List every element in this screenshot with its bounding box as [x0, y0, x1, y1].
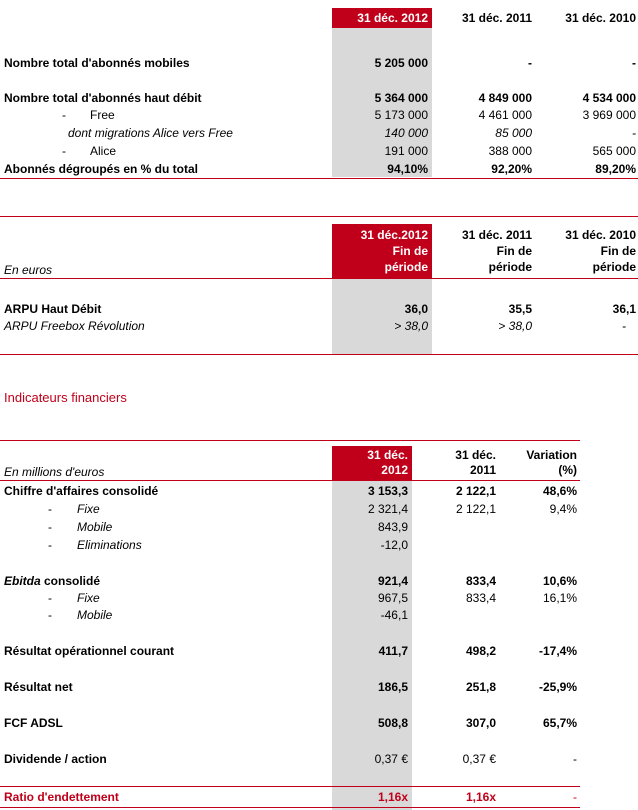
table3-top-rule: [0, 440, 580, 441]
t3-row-dash: -: [48, 520, 52, 534]
t3-cell: -17,4%: [538, 644, 577, 658]
section-title: Indicateurs financiers: [4, 390, 127, 405]
t3-cell: 0,37 €: [374, 752, 408, 766]
t1-cell: 5 364 000: [374, 91, 428, 105]
t3-cell: 508,8: [377, 716, 408, 730]
t2-h-sub2: période: [488, 260, 532, 274]
t3-h-line2: 2011: [469, 463, 496, 477]
table1-header-2012: 31 déc. 2012: [332, 8, 432, 28]
t3-cell: 3 153,3: [367, 484, 408, 498]
table2-header-2012: [332, 224, 432, 278]
t3-cell: 48,6%: [542, 484, 577, 498]
t2-h-sub1: Fin de: [392, 244, 428, 258]
t3-ebitda-italic: Ebitda: [4, 574, 41, 588]
t2-cell: 36,0: [404, 302, 428, 316]
t1-cell: 92,20%: [491, 162, 532, 176]
t3-cell: 186,5: [377, 680, 408, 694]
t3-cell: 65,7%: [542, 716, 577, 730]
t3-row-label: Eliminations: [77, 538, 142, 552]
t3-cell: 16,1%: [542, 591, 577, 605]
t1-cell: 5 205 000: [374, 56, 428, 70]
t3-ebitda-rest: consolidé: [40, 574, 101, 588]
t1-row-label: dont migrations Alice vers Free: [68, 126, 233, 140]
t1-row-label: Nombre total d'abonnés haut débit: [4, 91, 202, 105]
table3-ratio-top-rule: [0, 786, 580, 787]
t1-cell: -: [528, 56, 532, 70]
t1-cell: 94,10%: [387, 162, 428, 176]
t1-cell: 4 849 000: [478, 91, 532, 105]
t1-cell: 4 461 000: [478, 108, 532, 122]
t3-row-dash: -: [48, 502, 52, 516]
t1-row-label: Alice: [90, 144, 117, 158]
t3-cell: 251,8: [465, 680, 496, 694]
t2-h-sub1: Fin de: [496, 244, 532, 258]
table3-header-2012: [332, 446, 412, 480]
t3-cell: 921,4: [377, 574, 408, 588]
t3-row-label: Résultat net: [4, 680, 73, 694]
t3-cell: 1,16x: [465, 790, 496, 804]
t3-cell: -46,1: [380, 608, 408, 622]
t2-cell: 35,5: [508, 302, 532, 316]
t1-row-dash: -: [62, 108, 66, 122]
table3-unit-label: En millions d'euros: [4, 465, 105, 479]
table1-bottom-rule: [0, 178, 638, 179]
t3-cell: 10,6%: [542, 574, 577, 588]
table2-header-2011: [432, 227, 532, 275]
table2-highlight-column: [332, 278, 432, 354]
t3-h-line1: 31 déc.: [455, 448, 496, 462]
table1-header-2010: 31 déc. 2010: [565, 11, 636, 25]
t3-cell: -12,0: [380, 538, 408, 552]
table2-header-2010: [536, 227, 636, 275]
t2-cell: -: [622, 319, 626, 333]
t1-cell: 191 000: [384, 144, 428, 158]
table2-bottom-rule: [0, 354, 638, 355]
t3-cell: 498,2: [465, 644, 496, 658]
t3-cell: 9,4%: [549, 502, 577, 516]
t3-cell: 843,9: [377, 520, 408, 534]
t2-h-year: 31 déc.2012: [360, 228, 428, 242]
t3-row-label: Mobile: [77, 608, 113, 622]
t2-h-sub2: période: [384, 260, 428, 274]
t2-h-sub1: Fin de: [600, 244, 636, 258]
table3-header-2011: [412, 448, 496, 478]
t3-cell: -: [573, 790, 577, 804]
t3-row-label: FCF ADSL: [4, 716, 63, 730]
t3-cell: -: [573, 752, 577, 766]
t3-cell: 967,5: [377, 591, 408, 605]
t1-cell: 140 000: [384, 126, 428, 140]
t1-cell: 565 000: [592, 144, 636, 158]
t2-h-year: 31 déc. 2010: [565, 228, 636, 242]
t1-cell: 89,20%: [595, 162, 636, 176]
table2-header-rule: [0, 278, 638, 279]
table2-unit-label: En euros: [4, 263, 53, 277]
t3-row-label: Ratio d'endettement: [4, 790, 119, 804]
t1-cell: 4 534 000: [582, 91, 636, 105]
t1-cell: 85 000: [495, 126, 532, 140]
t1-cell: 5 173 000: [374, 108, 428, 122]
t1-cell: 3 969 000: [582, 108, 636, 122]
t3-h-line1: Variation: [526, 448, 577, 462]
t1-row-label: Free: [90, 108, 115, 122]
t3-row-dash: -: [48, 538, 52, 552]
t1-row-label: Abonnés dégroupés en % du total: [4, 162, 199, 176]
t3-cell: 0,37 €: [462, 752, 496, 766]
table1-header-2011: 31 déc. 2011: [461, 11, 532, 25]
t3-row-label: [4, 574, 100, 588]
t3-row-label: Mobile: [77, 520, 113, 534]
t3-row-label: Dividende / action: [4, 752, 107, 766]
t3-h-line1: 31 déc.: [367, 448, 408, 462]
t3-cell: -25,9%: [538, 680, 577, 694]
t3-row-dash: -: [48, 608, 52, 622]
t3-cell: 1,16x: [377, 790, 408, 804]
t3-row-label: Chiffre d'affaires consolidé: [4, 484, 159, 498]
table2-top-rule: [0, 216, 638, 217]
t1-row-label: Nombre total d'abonnés mobiles: [4, 56, 190, 70]
t2-h-sub2: période: [592, 260, 636, 274]
t3-row-label: Fixe: [77, 591, 100, 605]
t3-cell: 307,0: [465, 716, 496, 730]
t3-h-line2: (%): [558, 463, 577, 477]
t1-cell: -: [632, 126, 636, 140]
t1-cell: 388 000: [488, 144, 532, 158]
t3-cell: 2 321,4: [367, 502, 408, 516]
t3-cell: 833,4: [465, 574, 496, 588]
table3-header-rule: [0, 480, 580, 481]
t2-cell: 36,1: [612, 302, 636, 316]
t3-cell: 2 122,1: [455, 484, 496, 498]
t3-h-line2: 2012: [381, 463, 408, 477]
t2-row-label: ARPU Freebox Révolution: [4, 319, 145, 333]
t3-row-label: Résultat opérationnel courant: [4, 644, 175, 658]
t1-cell: -: [632, 56, 636, 70]
t2-cell: > 38,0: [498, 319, 532, 333]
t3-cell: 833,4: [465, 591, 496, 605]
t2-row-label: ARPU Haut Débit: [4, 302, 102, 316]
t2-h-year: 31 déc. 2011: [461, 228, 532, 242]
table3-header-variation: [496, 448, 577, 478]
t3-cell: 2 122,1: [455, 502, 496, 516]
t1-row-dash: -: [62, 144, 66, 158]
t3-cell: 411,7: [378, 644, 408, 658]
t3-row-label: Fixe: [77, 502, 100, 516]
t3-row-dash: -: [48, 591, 52, 605]
t2-cell: > 38,0: [394, 319, 428, 333]
table3-bottom-rule: [0, 807, 580, 808]
